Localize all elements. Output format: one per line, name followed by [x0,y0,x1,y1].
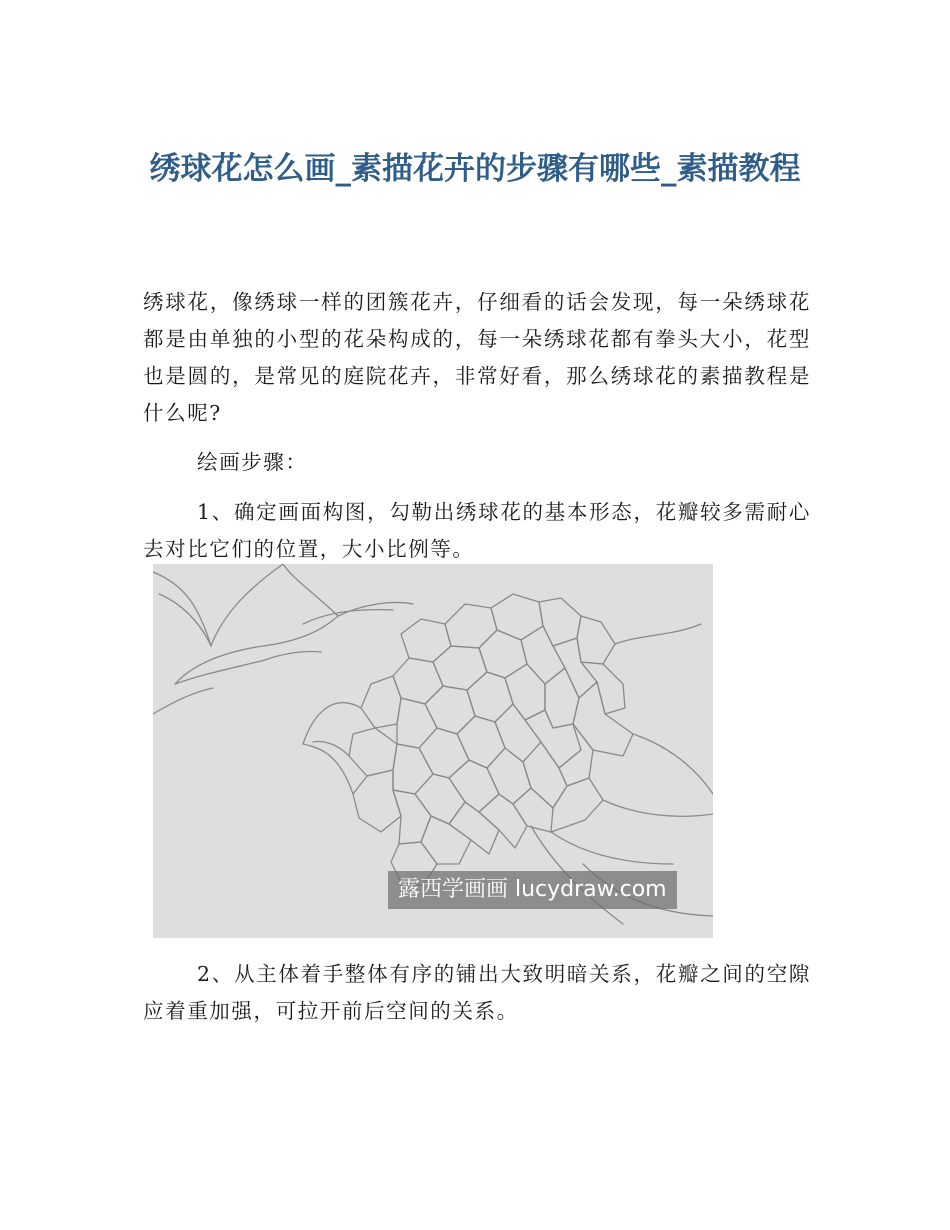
document-body [143,284,811,568]
step-1-paragraph: 1、确定画面构图，勾勒出绣球花的基本形态，花瓣较多需耐心去对比它们的位置，大小比例等。 [143,500,811,561]
document-title: 绣球花怎么画_素描花卉的步骤有哪些_素描教程 [149,151,801,187]
step-2-paragraph: 2、从主体着手整体有序的铺出大致明暗关系，花瓣之间的空隙应着重加强，可拉开前后空间的关系。 [143,962,811,1023]
hydrangea-sketch-image [153,564,713,938]
image-watermark: 露西学画画 lucydraw.com [388,871,677,909]
intro-paragraph: 绣球花，像绣球一样的团簇花卉，仔细看的话会发现，每一朵绣球花都是由单独的小型的花朵构成的，每一朵绣球花都有拳头大小，花型也是圆的，是常见的庭院花卉，非常好看，那么绣球花的素描教程是什么呢? [143,290,811,425]
steps-heading: 绘画步骤： [197,450,308,474]
